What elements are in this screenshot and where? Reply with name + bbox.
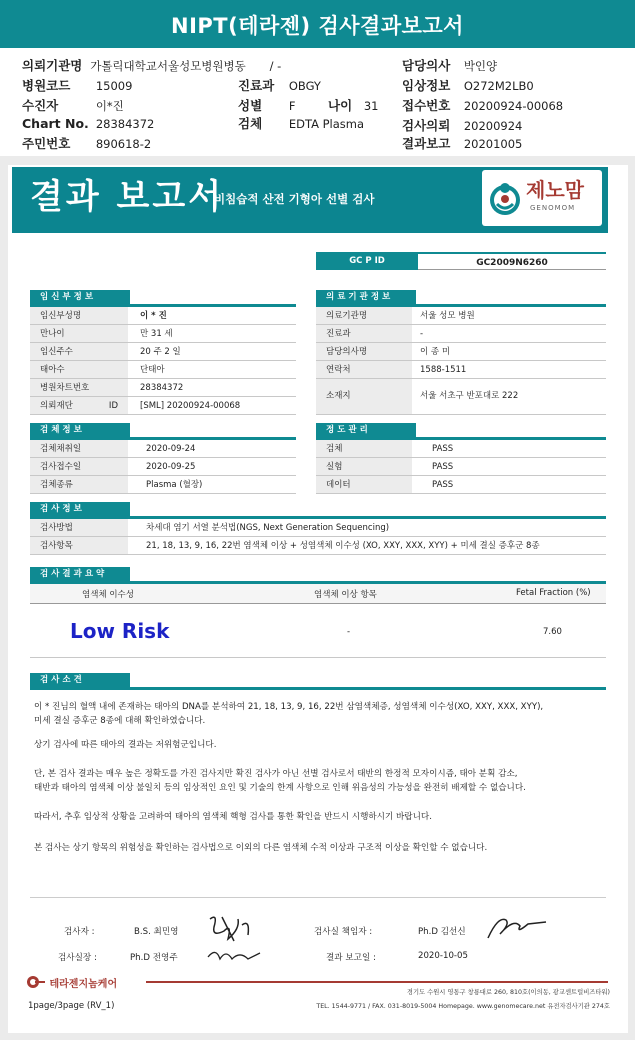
age-label: 나이 (328, 98, 353, 113)
institution-info-header: 의료기관정보 (316, 290, 416, 304)
institution-row (316, 379, 606, 415)
test-info-header: 검사정보 (30, 502, 130, 516)
hospital-code-label: 병원코드 (22, 78, 71, 93)
sex-value: F (288, 99, 296, 113)
specimen-row (30, 458, 296, 476)
age-field (328, 96, 378, 114)
result-report-page (8, 165, 628, 1033)
receipt-no-value: 20200924-00068 (463, 99, 564, 113)
row-label: 임신주수 (30, 343, 128, 360)
tester-label: 검사자 : (64, 927, 95, 937)
chart-value: 28384372 (95, 117, 155, 131)
pregnant-row (30, 397, 296, 415)
dept-value: OBGY (288, 79, 321, 93)
row-label: 만나이 (30, 325, 128, 342)
risk-result: Low Risk (70, 619, 170, 643)
finding-paragraph-5: 본 검사는 상기 항목의 위험성을 확인하는 검사법으로 이외의 다른 염색체 수적 이상과 구조적 이상을 확인할 수 없습니다. (34, 843, 488, 853)
row-value: - (420, 329, 424, 339)
dept-label: 진료과 (238, 78, 275, 93)
pregnant-row (30, 379, 296, 397)
row-value: 이 * 진 (140, 311, 167, 321)
genomom-logo-icon (488, 178, 522, 218)
specimen-label: 검체 (238, 116, 263, 131)
specimen-row (30, 440, 296, 458)
rrn-value: 890618-2 (95, 137, 152, 151)
row-value: 2020-09-25 (146, 462, 196, 472)
fetal-fraction-value: 7.60 (543, 627, 562, 637)
col-aneuploidy: 염색체 이수성 (82, 590, 134, 600)
row-value: 차세대 염기 서열 분석법(NGS, Next Generation Sequencing) (146, 523, 390, 533)
row-label: 실험 (316, 458, 412, 475)
row-value: 단태아 (140, 365, 165, 375)
summary-header: 검사결과요약 (30, 567, 130, 581)
qc-info-header: 정도관리 (316, 423, 416, 437)
order-info-panel (0, 48, 635, 156)
clinical-label: 임상정보 (402, 78, 451, 93)
row-label: 검체 (316, 440, 412, 457)
row-value: 21, 18, 13, 9, 16, 22번 염색체 이상 + 성염색체 이수성 (XO, XXY, XXX, XYY) + 미세 결실 증후군 8종 (146, 541, 540, 551)
row-label: 의뢰재단 ID (30, 397, 128, 414)
hospital-code-field (22, 76, 132, 94)
specimen-value: EDTA Plasma (288, 117, 365, 131)
logo-english-text: GENOMOM (530, 204, 576, 212)
qc-row (316, 476, 606, 494)
finding-line: 태반과 태아의 염색체 이상 불일치 등의 임상적인 요인 및 기술의 한계 사항으로 인해 위음성의 가능성을 완전히 배제할 수 없습니다. (34, 783, 526, 793)
gc-pid-label: GC P ID (316, 252, 418, 270)
qc-row (316, 440, 606, 458)
report-date-value: 2020-10-05 (418, 951, 468, 961)
specimen-row (30, 476, 296, 494)
tester-value: B.S. 최민영 (134, 927, 179, 937)
row-label: 진료과 (316, 325, 412, 342)
pregnant-row (30, 307, 296, 325)
row-label: 검체채취일 (30, 440, 128, 457)
row-value: 서울 성모 병원 (420, 311, 475, 321)
requester-field (22, 56, 281, 74)
receipt-no-field (402, 96, 563, 114)
chart-field (22, 116, 154, 131)
request-date-field (402, 116, 522, 134)
banner-subtitle: 비침습적 산전 기형아 선별 검사 (214, 192, 375, 206)
finding-line: 이 * 진님의 혈액 내에 존재하는 태아의 DNA를 분석하여 21, 18, 13, 9, 16, 22번 삼염색체증, 성염색체 이수성(XO, XXY, XXX, XYY), (34, 702, 544, 712)
company-logo (26, 975, 117, 990)
finding-line: 단, 본 검사 결과는 매우 높은 정확도를 가진 검사지만 확진 검사가 아닌 선별 검사로서 태반의 한정적 모자이시즘, 태아 분획 감소, (34, 769, 518, 779)
director-value: Ph.D 김선신 (418, 927, 466, 937)
requester-label: 의뢰기관명 (22, 58, 83, 73)
doctor-value: 박인양 (463, 59, 498, 73)
pregnant-row (30, 361, 296, 379)
row-value: 서울 서초구 반포대로 222 (420, 391, 519, 401)
director-signature (484, 910, 550, 946)
pregnant-row (30, 343, 296, 361)
findings-header: 검사소견 (30, 673, 130, 687)
row-value: 만 31 세 (140, 329, 173, 339)
patient-value: 이*진 (95, 99, 124, 113)
pregnant-row (30, 325, 296, 343)
hospital-code-value: 15009 (95, 79, 133, 93)
age-value: 31 (363, 99, 379, 113)
ward-value: / - (269, 59, 282, 73)
page-number: 1page/3page (RV_1) (28, 1001, 115, 1011)
company-address: 경기도 수원시 영통구 창룡대로 260, 810호(이의동, 광교센트럴비즈타워) (406, 989, 610, 996)
row-label: 검체종류 (30, 476, 128, 493)
requester-value: 가톨릭대학교서울성모병원병동 (90, 59, 246, 73)
test-row (30, 537, 606, 555)
company-contact: TEL. 1544-9771 / FAX. 031-8019-5004 Homepage. www.genomecare.net 유전자검사기관 274호 (316, 1003, 610, 1010)
sex-label: 성별 (238, 98, 263, 113)
finding-paragraph-3 (34, 767, 610, 795)
receipt-no-label: 접수번호 (402, 98, 451, 113)
summary-column-headers (30, 584, 606, 604)
row-value: 28384372 (140, 383, 184, 393)
logo-korean-text: 제노맘 (526, 178, 584, 202)
row-label: 검사접수일 (30, 458, 128, 475)
patient-field (22, 96, 124, 114)
report-date-field (402, 134, 522, 152)
footer-divider (146, 981, 608, 983)
row-label: 소재지 (316, 379, 412, 414)
qc-row (316, 458, 606, 476)
report-date-value: 20201005 (463, 137, 523, 151)
institution-row (316, 325, 606, 343)
specimen-info-header: 검체정보 (30, 423, 130, 437)
clinical-field (402, 76, 534, 94)
report-date-label: 결과보고 (402, 136, 451, 151)
row-value: PASS (432, 462, 454, 472)
row-value: Plasma (혈장) (146, 480, 203, 490)
row-value: 1588-1511 (420, 365, 467, 375)
row-label: 검사항목 (30, 537, 128, 554)
test-row (30, 519, 606, 537)
director-label: 검사실 책임자 : (314, 927, 373, 937)
row-value: 2020-09-24 (146, 444, 196, 454)
abnormal-items-value: - (347, 627, 351, 637)
rrn-label: 주민번호 (22, 136, 71, 151)
row-label: 태아수 (30, 361, 128, 378)
row-label: 병원차트번호 (30, 379, 128, 396)
gc-pid-value: GC2009N6260 (418, 252, 606, 270)
request-date-label: 검사의뢰 (402, 118, 451, 133)
report-banner (12, 167, 608, 233)
request-date-value: 20200924 (463, 119, 523, 133)
clinical-value: O272M2LB0 (463, 79, 534, 93)
finding-paragraph-2: 상기 검사에 따른 태아의 결과는 저위험군입니다. (34, 740, 217, 750)
finding-line: 미세 결실 증후군 8종에 대해 확인하였습니다. (34, 716, 206, 726)
doctor-field (402, 56, 497, 74)
report-date-label: 결과 보고일 : (326, 953, 376, 963)
pregnant-info-header: 임신부정보 (30, 290, 130, 304)
row-label: 담당의사명 (316, 343, 412, 360)
tester-signature (204, 909, 266, 969)
dept-field (238, 76, 321, 94)
finding-paragraph-4: 따라서, 추후 임상적 상황을 고려하여 태아의 염색체 핵형 검사를 통한 확인을 반드시 시행하시기 바랍니다. (34, 812, 432, 822)
institution-row (316, 361, 606, 379)
row-value: 20 주 2 일 (140, 347, 181, 357)
chief-value: Ph.D 전영주 (130, 953, 178, 963)
col-abnormal-items: 염색체 이상 항목 (314, 590, 377, 600)
specimen-field (238, 114, 364, 132)
col-fetal-fraction: Fetal Fraction (%) (516, 588, 591, 598)
row-value: PASS (432, 444, 454, 454)
finding-paragraph-1 (34, 700, 610, 728)
row-label: 연락처 (316, 361, 412, 378)
row-label: 검사방법 (30, 519, 128, 536)
company-logo-icon (26, 975, 46, 989)
row-value: PASS (432, 480, 454, 490)
company-name: 테라젠지놈케어 (49, 979, 118, 990)
institution-row (316, 307, 606, 325)
row-label: 데이터 (316, 476, 412, 493)
section-divider (30, 687, 606, 690)
row-label: 임신부성명 (30, 307, 128, 324)
banner-title: 결과 보고서 (30, 177, 225, 217)
row-value: 이 종 미 (420, 347, 451, 357)
signature-divider (30, 897, 606, 898)
rrn-field (22, 134, 151, 152)
doctor-label: 담당의사 (402, 58, 451, 73)
row-value: [SML] 20200924-00068 (140, 401, 241, 411)
institution-row (316, 343, 606, 361)
chief-label: 검사실장 : (58, 953, 97, 963)
document-title: NIPT(테라젠) 검사결과보고서 (0, 0, 635, 48)
summary-divider (30, 657, 606, 658)
sex-field (238, 96, 295, 114)
patient-label: 수진자 (22, 98, 59, 113)
row-label: 의료기관명 (316, 307, 412, 324)
genomom-logo (482, 170, 602, 226)
chart-label: Chart No. (22, 116, 89, 131)
